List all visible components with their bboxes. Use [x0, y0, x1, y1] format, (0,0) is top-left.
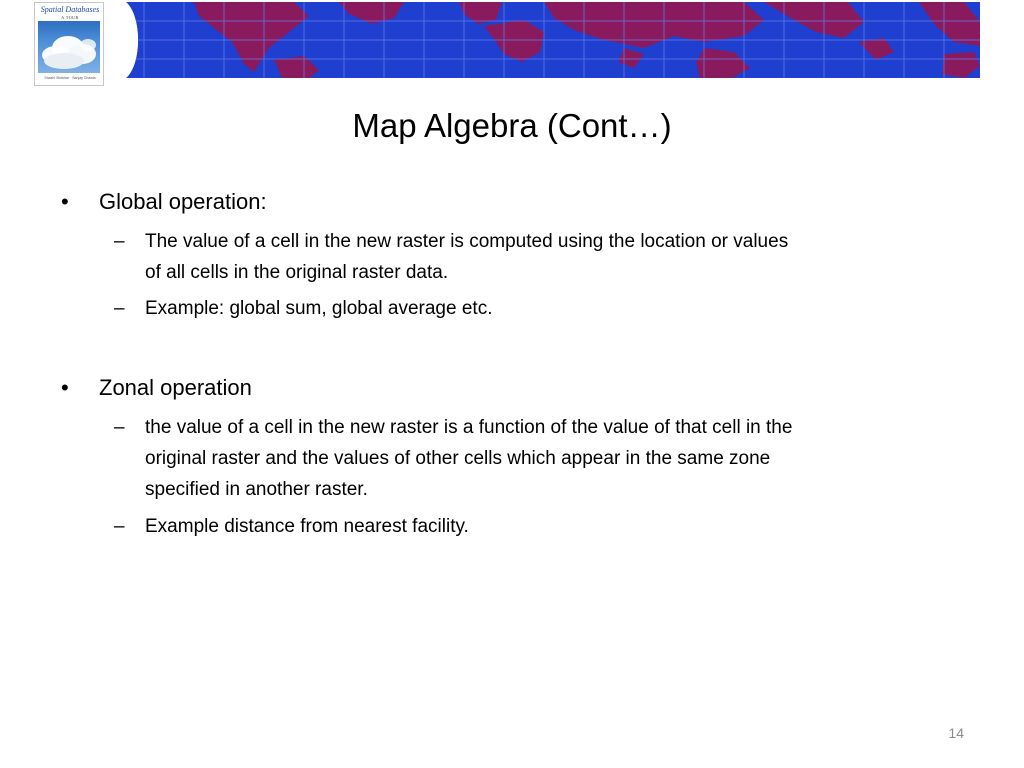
- sub-bullet-line: the value of a cell in the new raster is a function of the value of that cell in the: [145, 417, 793, 438]
- bullet-item: [61, 187, 979, 217]
- sub-bullet-continuation: [145, 257, 970, 288]
- slide-title: Map Algebra (Cont…): [352, 107, 672, 144]
- sub-bullet-line: original raster and the values of other cells which appear in the same zone: [145, 448, 771, 469]
- sub-bullet-item: [114, 293, 970, 324]
- sub-bullet-item: [114, 226, 970, 257]
- bullet-item: [61, 373, 979, 403]
- header-banner: [0, 0, 1024, 88]
- world-map-banner: [104, 2, 980, 78]
- sub-bullet-line: The value of a cell in the new raster is computed using the location or values: [145, 231, 789, 252]
- sub-bullet-line: of all cells in the original raster data.: [145, 262, 449, 283]
- sub-bullet-item: [114, 511, 970, 542]
- dash-marker: –: [114, 516, 125, 537]
- book-cover-sky-art: [38, 21, 100, 73]
- book-cover-subtitle: A TOUR: [61, 15, 79, 20]
- bullet-marker: •: [61, 375, 69, 400]
- dash-marker: –: [114, 298, 125, 319]
- sub-bullet-line: Example: global sum, global average etc.: [145, 298, 493, 319]
- sub-bullet-continuation: [145, 474, 970, 505]
- cloud-icon: [38, 21, 100, 73]
- bullet-marker: •: [61, 189, 69, 214]
- sub-bullet-line: specified in another raster.: [145, 479, 368, 500]
- bullet-text: Global operation:: [99, 189, 267, 214]
- sub-bullet-item: [114, 412, 970, 443]
- book-cover-image: [34, 2, 104, 86]
- dash-marker: –: [114, 231, 125, 252]
- book-cover-title: Spatial Databases: [40, 5, 100, 14]
- sub-bullet-continuation: [145, 443, 970, 474]
- sub-bullet-line: Example distance from nearest facility.: [145, 516, 469, 537]
- book-cover-authors: Shashi Shekhar · Sanjay Chawla: [44, 76, 96, 80]
- dash-marker: –: [114, 417, 125, 438]
- page-number: 14: [948, 725, 964, 741]
- bullet-text: Zonal operation: [99, 375, 252, 400]
